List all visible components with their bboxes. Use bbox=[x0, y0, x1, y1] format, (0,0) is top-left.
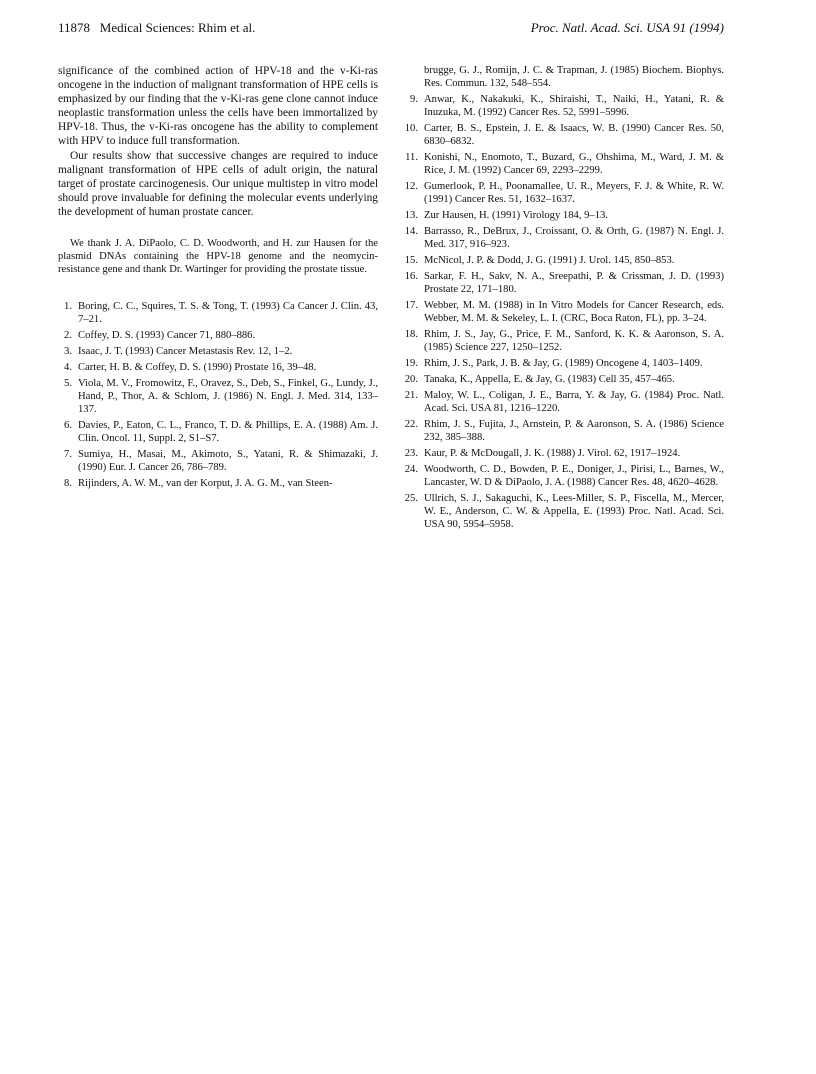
reference-item bbox=[58, 477, 378, 490]
left-column bbox=[58, 64, 378, 493]
right-column bbox=[404, 64, 724, 534]
reference-number: 7. bbox=[64, 449, 72, 461]
reference-text: Rhim, J. S., Jay, G., Price, F. M., Sanford, K. K. & Aaronson, S. A. (1985) Science 227, 1250–1252. bbox=[424, 329, 724, 353]
reference-text: Tanaka, K., Appella, E. & Jay, G. (1983) Cell 35, 457–465. bbox=[424, 374, 675, 385]
reference-item bbox=[404, 418, 724, 444]
reference-item bbox=[404, 328, 724, 354]
reference-number: 20. bbox=[404, 374, 418, 385]
page-header bbox=[58, 20, 724, 38]
reference-number: 3. bbox=[64, 346, 72, 358]
reference-item bbox=[404, 463, 724, 489]
reference-number: 25. bbox=[404, 493, 418, 504]
reference-item bbox=[58, 345, 378, 358]
reference-number: 23. bbox=[404, 448, 418, 459]
page-number: 11878 bbox=[58, 20, 91, 35]
reference-text: Webber, M. M. (1988) in In Vitro Models for Cancer Research, eds. Webber, M. M. & Sekeley, L. I. (CRC, Boca Raton, FL), pp. 3–24. bbox=[424, 300, 724, 324]
acknowledgment: We thank J. A. DiPaolo, C. D. Woodworth, and H. zur Hausen for the plasmid DNAs containing the HPV-18 genome and the neomycin-resistance gene and thank Dr. Wartinger for providing the prostate tissue. bbox=[58, 238, 378, 276]
reference-item bbox=[58, 300, 378, 326]
reference-item bbox=[404, 357, 724, 370]
reference-item bbox=[404, 389, 724, 415]
reference-item bbox=[404, 373, 724, 386]
reference-item bbox=[404, 225, 724, 251]
reference-number: 5. bbox=[64, 378, 72, 390]
reference-item bbox=[404, 447, 724, 460]
reference-text: Woodworth, C. D., Bowden, P. E., Doniger, J., Pirisi, L., Barnes, W., Lancaster, W. D & DiPaolo, J. A. (1988) Cancer Res. 48, 4620–4628. bbox=[424, 464, 724, 488]
reference-text: Carter, H. B. & Coffey, D. S. (1990) Prostate 16, 39–48. bbox=[78, 362, 317, 374]
reference-text: Viola, M. V., Fromowitz, F., Oravez, S., Deb, S., Finkel, G., Lundy, J., Hand, P., Thor, A. & Schlom, J. (1986) N. Engl. J. Med. 314, 133–137. bbox=[78, 378, 378, 416]
reference-text: Gumerlook, P. H., Poonamallee, U. R., Meyers, F. J. & White, R. W. (1991) Cancer Res. 51, 1632–1637. bbox=[424, 181, 724, 205]
reference-text: Konishi, N., Enomoto, T., Buzard, G., Ohshima, M., Ward, J. M. & Rice, J. M. (1992) Cancer 69, 2293–2299. bbox=[424, 152, 724, 176]
body-paragraph-2: Our results show that successive changes are required to induce malignant transformation of HPE cells of adult origin, the natural target of prostate carcinogenesis. Our unique multistep in vitro model should prove invaluable for defining the molecular events underlying the development of human prostate cancer. bbox=[58, 149, 378, 218]
reference-item bbox=[404, 180, 724, 206]
reference-text: Rhim, J. S., Park, J. B. & Jay, G. (1989) Oncogene 4, 1403–1409. bbox=[424, 358, 703, 369]
reference-text: Anwar, K., Nakakuki, K., Shiraishi, T., Naiki, H., Yatani, R. & Inuzuka, M. (1992) Cancer Res. 52, 5991–5996. bbox=[424, 94, 724, 118]
reference-number: 12. bbox=[404, 181, 418, 192]
reference-text: Zur Hausen, H. (1991) Virology 184, 9–13. bbox=[424, 210, 608, 221]
reference-number: 11. bbox=[405, 152, 418, 163]
reference-number: 4. bbox=[64, 362, 72, 374]
body-paragraph-1: significance of the combined action of HPV-18 and the v-Ki-ras oncogene in the induction of malignant transformation of HPE cells is emphasized by our finding that the v-Ki-ras gene clone cannot induce neoplastic transformation unless the cells have been immortalized by HPV-18. Thus, the v-Ki-ras oncogene has the ability to complement with HPV to induce full transformation. bbox=[58, 65, 378, 148]
reference-item bbox=[404, 209, 724, 222]
reference-text: Coffey, D. S. (1993) Cancer 71, 880–886. bbox=[78, 330, 256, 342]
reference-item bbox=[404, 93, 724, 119]
reference-text: Ullrich, S. J., Sakaguchi, K., Lees-Miller, S. P., Fiscella, M., Mercer, W. E., Anderson, C. W. & Appella, E. (1993) Proc. Natl. Acad. Sci. USA 90, 5954–5958. bbox=[424, 493, 724, 530]
reference-item bbox=[58, 361, 378, 374]
reference-item bbox=[404, 270, 724, 296]
journal-citation: Proc. Natl. Acad. Sci. USA 91 (1994) bbox=[530, 20, 724, 35]
reference-number: 19. bbox=[404, 358, 418, 369]
reference-list-right bbox=[404, 64, 724, 531]
reference-number: 1. bbox=[64, 301, 72, 313]
reference-text: Maloy, W. L., Coligan, J. E., Barra, Y. & Jay, G. (1984) Proc. Natl. Acad. Sci. USA 81, 1216–1220. bbox=[424, 390, 724, 414]
reference-number: 16. bbox=[404, 271, 418, 282]
reference-number: 2. bbox=[64, 330, 72, 342]
reference-item bbox=[404, 64, 724, 90]
reference-text: Barrasso, R., DeBrux, J., Croissant, O. & Orth, G. (1987) N. Engl. J. Med. 317, 916–923. bbox=[424, 226, 724, 250]
reference-text: Sumiya, H., Masai, M., Akimoto, S., Yatani, R. & Shimazaki, J. (1990) Eur. J. Cancer 26, 786–789. bbox=[78, 449, 378, 474]
reference-item bbox=[58, 329, 378, 342]
reference-text: Carter, B. S., Epstein, J. E. & Isaacs, W. B. (1990) Cancer Res. 50, 6830–6832. bbox=[424, 123, 724, 147]
reference-text: McNicol, J. P. & Dodd, J. G. (1991) J. Urol. 145, 850–853. bbox=[424, 255, 675, 266]
reference-item bbox=[404, 492, 724, 531]
reference-number: 24. bbox=[404, 464, 418, 475]
reference-text: Davies, P., Eaton, C. L., Franco, T. D. & Phillips, E. A. (1988) Am. J. Clin. Oncol. 11, Suppl. 2, S1–S7. bbox=[78, 420, 378, 445]
reference-item bbox=[404, 299, 724, 325]
reference-text: Rhim, J. S., Fujita, J., Arnstein, P. & Aaronson, S. A. (1986) Science 232, 385–388. bbox=[424, 419, 724, 443]
reference-text: Boring, C. C., Squires, T. S. & Tong, T. (1993) Ca Cancer J. Clin. 43, 7–21. bbox=[78, 301, 378, 326]
reference-number: 18. bbox=[404, 329, 418, 340]
reference-text: Sarkar, F. H., Sakv, N. A., Sreepathi, P. & Crissman, J. D. (1993) Prostate 22, 171–180. bbox=[424, 271, 724, 295]
reference-item bbox=[404, 254, 724, 267]
reference-number: 10. bbox=[404, 123, 418, 134]
reference-number: 6. bbox=[64, 420, 72, 432]
reference-item bbox=[58, 448, 378, 474]
reference-number: 8. bbox=[64, 478, 72, 490]
reference-text: Rijinders, A. W. M., van der Korput, J. A. G. M., van Steen- bbox=[78, 478, 333, 490]
header-left bbox=[58, 20, 255, 36]
reference-number: 13. bbox=[404, 210, 418, 221]
reference-text: Isaac, J. T. (1993) Cancer Metastasis Rev. 12, 1–2. bbox=[78, 346, 293, 358]
reference-item bbox=[404, 151, 724, 177]
reference-item bbox=[404, 122, 724, 148]
section-title: Medical Sciences: Rhim et al. bbox=[99, 20, 256, 35]
reference-number: 22. bbox=[404, 419, 418, 430]
reference-number: 17. bbox=[404, 300, 418, 311]
reference-text: brugge, G. J., Romijn, J. C. & Trapman, J. (1985) Biochem. Biophys. Res. Commun. 132, 548–554. bbox=[424, 65, 724, 89]
reference-list-left bbox=[58, 300, 378, 490]
reference-number: 15. bbox=[404, 255, 418, 266]
reference-item bbox=[58, 419, 378, 445]
reference-item bbox=[58, 377, 378, 416]
reference-number: 14. bbox=[404, 226, 418, 237]
reference-number: 21. bbox=[404, 390, 418, 401]
reference-text: Kaur, P. & McDougall, J. K. (1988) J. Virol. 62, 1917–1924. bbox=[424, 448, 681, 459]
reference-number: 9. bbox=[410, 94, 418, 105]
